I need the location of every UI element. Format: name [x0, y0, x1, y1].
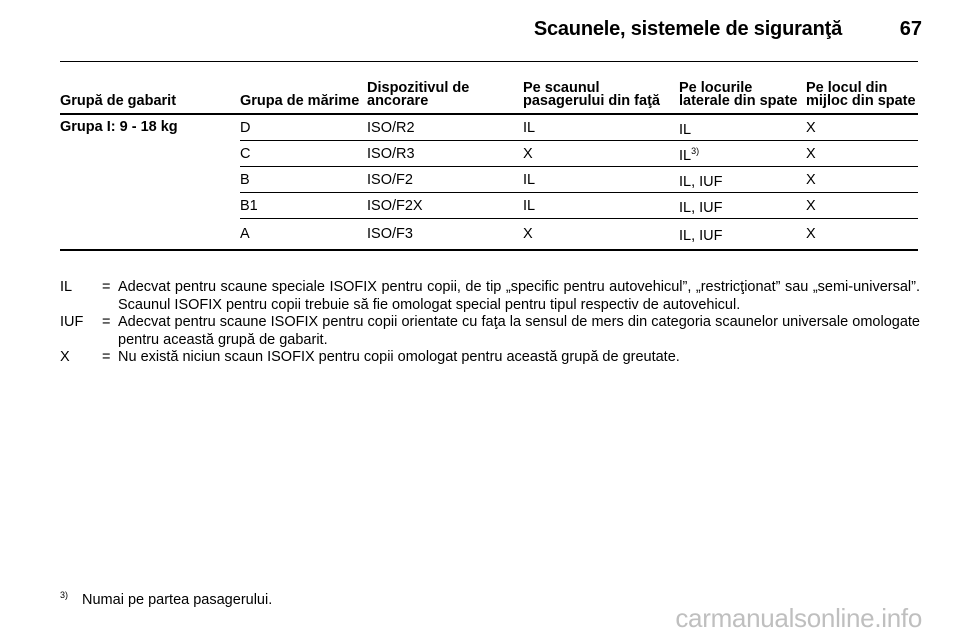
group-label: Grupa I: 9 - 18 kg: [60, 119, 178, 135]
column-header: Grupă de gabarit: [60, 82, 240, 114]
rear-middle-cell: X: [806, 193, 918, 219]
anchor-cell: ISO/R3: [367, 141, 523, 167]
rear-side-cell: IL: [679, 114, 806, 141]
legend-eq: =: [102, 279, 111, 295]
group-spacer: [60, 219, 240, 250]
anchor-cell: ISO/F3: [367, 219, 523, 250]
front-cell: IL: [523, 193, 679, 219]
size-cell: B: [240, 167, 367, 193]
legend-abbr: X: [60, 349, 70, 365]
footnote-text: Numai pe partea pasagerului.: [82, 592, 273, 608]
header-divider: [60, 61, 918, 62]
rear-side-cell: IL$^{3)}$: [679, 141, 806, 167]
watermark: carmanualsonline.info: [675, 603, 922, 633]
column-header: Grupa de mărime: [240, 82, 367, 114]
legend-abbr: IUF: [60, 314, 84, 330]
legend-item: [60, 279, 920, 314]
column-header: Dispozitivul de ancorare: [367, 82, 523, 114]
legend-item: [60, 349, 920, 367]
column-header: Pe locurile laterale din spate: [679, 82, 806, 114]
isofix-table: [60, 82, 918, 251]
legend: [60, 279, 920, 367]
table-row: [60, 114, 918, 141]
legend-text: Nu există niciun scaun ISOFIX pentru copii omologat pentru această grupă de greutate.: [118, 349, 680, 365]
front-cell: IL: [523, 114, 679, 141]
anchor-cell: ISO/F2X: [367, 193, 523, 219]
legend-text: Adecvat pentru scaune speciale ISOFIX pentru copii, de tip „specific pentru autovehicul”, „restricţionat” sau „semi-universal”. Scaunul ISOFIX pentru copii trebuie să fie omologat special pentru tipul respectiv de autovehicul.: [118, 279, 920, 313]
front-cell: IL: [523, 167, 679, 193]
size-cell: C: [240, 141, 367, 167]
legend-eq: =: [102, 349, 111, 365]
rear-middle-cell: X: [806, 141, 918, 167]
table-row: [60, 219, 918, 250]
size-cell: B1: [240, 193, 367, 219]
page-number: 67: [899, 18, 922, 40]
rear-middle-cell: X: [806, 167, 918, 193]
footnote-ref: 3): [691, 146, 700, 156]
rear-middle-cell: X: [806, 114, 918, 141]
page-title: Scaunele, sistemele de siguranţă: [533, 18, 842, 40]
anchor-cell: ISO/R2: [367, 114, 523, 141]
footnote: [60, 590, 272, 608]
column-header: Pe scaunul pasagerului din faţă: [523, 82, 679, 114]
page-header: [0, 18, 960, 48]
rear-side-cell: IL, IUF: [679, 193, 806, 219]
legend-abbr: IL: [60, 279, 73, 295]
front-cell: X: [523, 141, 679, 167]
footnote-mark: 3): [60, 590, 69, 600]
rear-side-cell: IL, IUF: [679, 167, 806, 193]
anchor-cell: ISO/F2: [367, 167, 523, 193]
front-cell: X: [523, 219, 679, 250]
legend-eq: =: [102, 314, 111, 330]
size-cell: D: [240, 114, 367, 141]
legend-item: [60, 314, 920, 349]
table-header-row: [60, 82, 918, 114]
rear-side-cell: IL, IUF: [679, 219, 806, 250]
column-header: Pe locul din mijloc din spate: [806, 82, 918, 114]
legend-text: Adecvat pentru scaune ISOFIX pentru copii orientate cu faţa la sensul de mers din categoria scaunelor universale omologate pentru această grupă de gabarit.: [118, 314, 920, 348]
rear-middle-cell: X: [806, 219, 918, 250]
size-cell: A: [240, 219, 367, 250]
